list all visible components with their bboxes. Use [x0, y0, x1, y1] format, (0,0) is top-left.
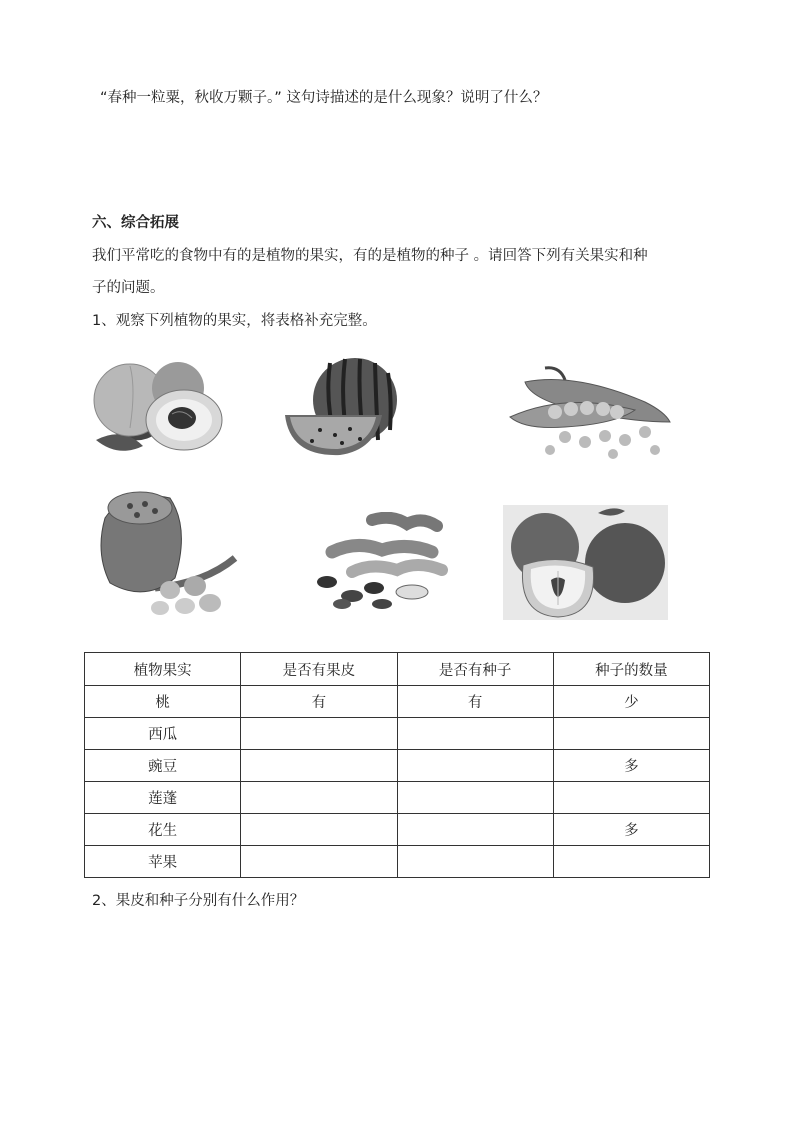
table-row	[85, 782, 710, 814]
table-cell[interactable]	[397, 750, 553, 782]
table-cell[interactable]: 有	[241, 686, 397, 718]
intro-line-1: 我们平常吃的食物中有的是植物的果实，有的是植物的种子 。请回答下列有关果实和种	[92, 248, 648, 264]
table-cell[interactable]	[553, 782, 709, 814]
table-row	[85, 814, 710, 846]
table-cell[interactable]	[553, 718, 709, 750]
table-row	[85, 846, 710, 878]
table-cell[interactable]	[241, 814, 397, 846]
watermelon-icon	[280, 355, 410, 460]
table-cell: 豌豆	[85, 750, 241, 782]
table-cell: 西瓜	[85, 718, 241, 750]
table-header-cell: 是否有果皮	[241, 653, 397, 686]
table-row	[85, 750, 710, 782]
table-cell: 桃	[85, 686, 241, 718]
table-header-cell: 植物果实	[85, 653, 241, 686]
table-cell: 苹果	[85, 846, 241, 878]
pea-pod-icon	[505, 362, 685, 462]
intro-line-2: 子的问题。	[92, 280, 165, 296]
table-cell[interactable]	[397, 718, 553, 750]
table-cell[interactable]: 多	[553, 750, 709, 782]
table-header-row	[85, 653, 710, 686]
table-cell[interactable]	[397, 814, 553, 846]
table-cell[interactable]	[397, 782, 553, 814]
question-2: 2、果皮和种子分别有什么作用？	[92, 893, 305, 909]
fruit-table	[84, 652, 710, 878]
section-heading: 六、综合拓展	[92, 215, 179, 231]
peanut-icon	[312, 512, 452, 612]
lotus-seedpod-icon	[95, 478, 240, 618]
table-header-cell: 种子的数量	[553, 653, 709, 686]
table-header-cell: 是否有种子	[397, 653, 553, 686]
table-cell: 花生	[85, 814, 241, 846]
table-cell[interactable]: 少	[553, 686, 709, 718]
table-cell[interactable]: 有	[397, 686, 553, 718]
poem-question: “春种一粒粟，秋收万颗子。” 这句诗描述的是什么现象？说明了什么？	[100, 90, 548, 106]
peach-icon	[88, 358, 228, 463]
table-cell[interactable]	[241, 718, 397, 750]
table-cell: 莲蓬	[85, 782, 241, 814]
apple-icon	[503, 505, 668, 620]
table-row	[85, 686, 710, 718]
table-cell[interactable]	[241, 846, 397, 878]
table-row	[85, 718, 710, 750]
table-cell[interactable]	[397, 846, 553, 878]
table-cell[interactable]	[553, 846, 709, 878]
table-cell[interactable]	[241, 750, 397, 782]
table-cell[interactable]: 多	[553, 814, 709, 846]
question-1: 1、观察下列植物的果实，将表格补充完整。	[92, 313, 377, 329]
table-cell[interactable]	[241, 782, 397, 814]
